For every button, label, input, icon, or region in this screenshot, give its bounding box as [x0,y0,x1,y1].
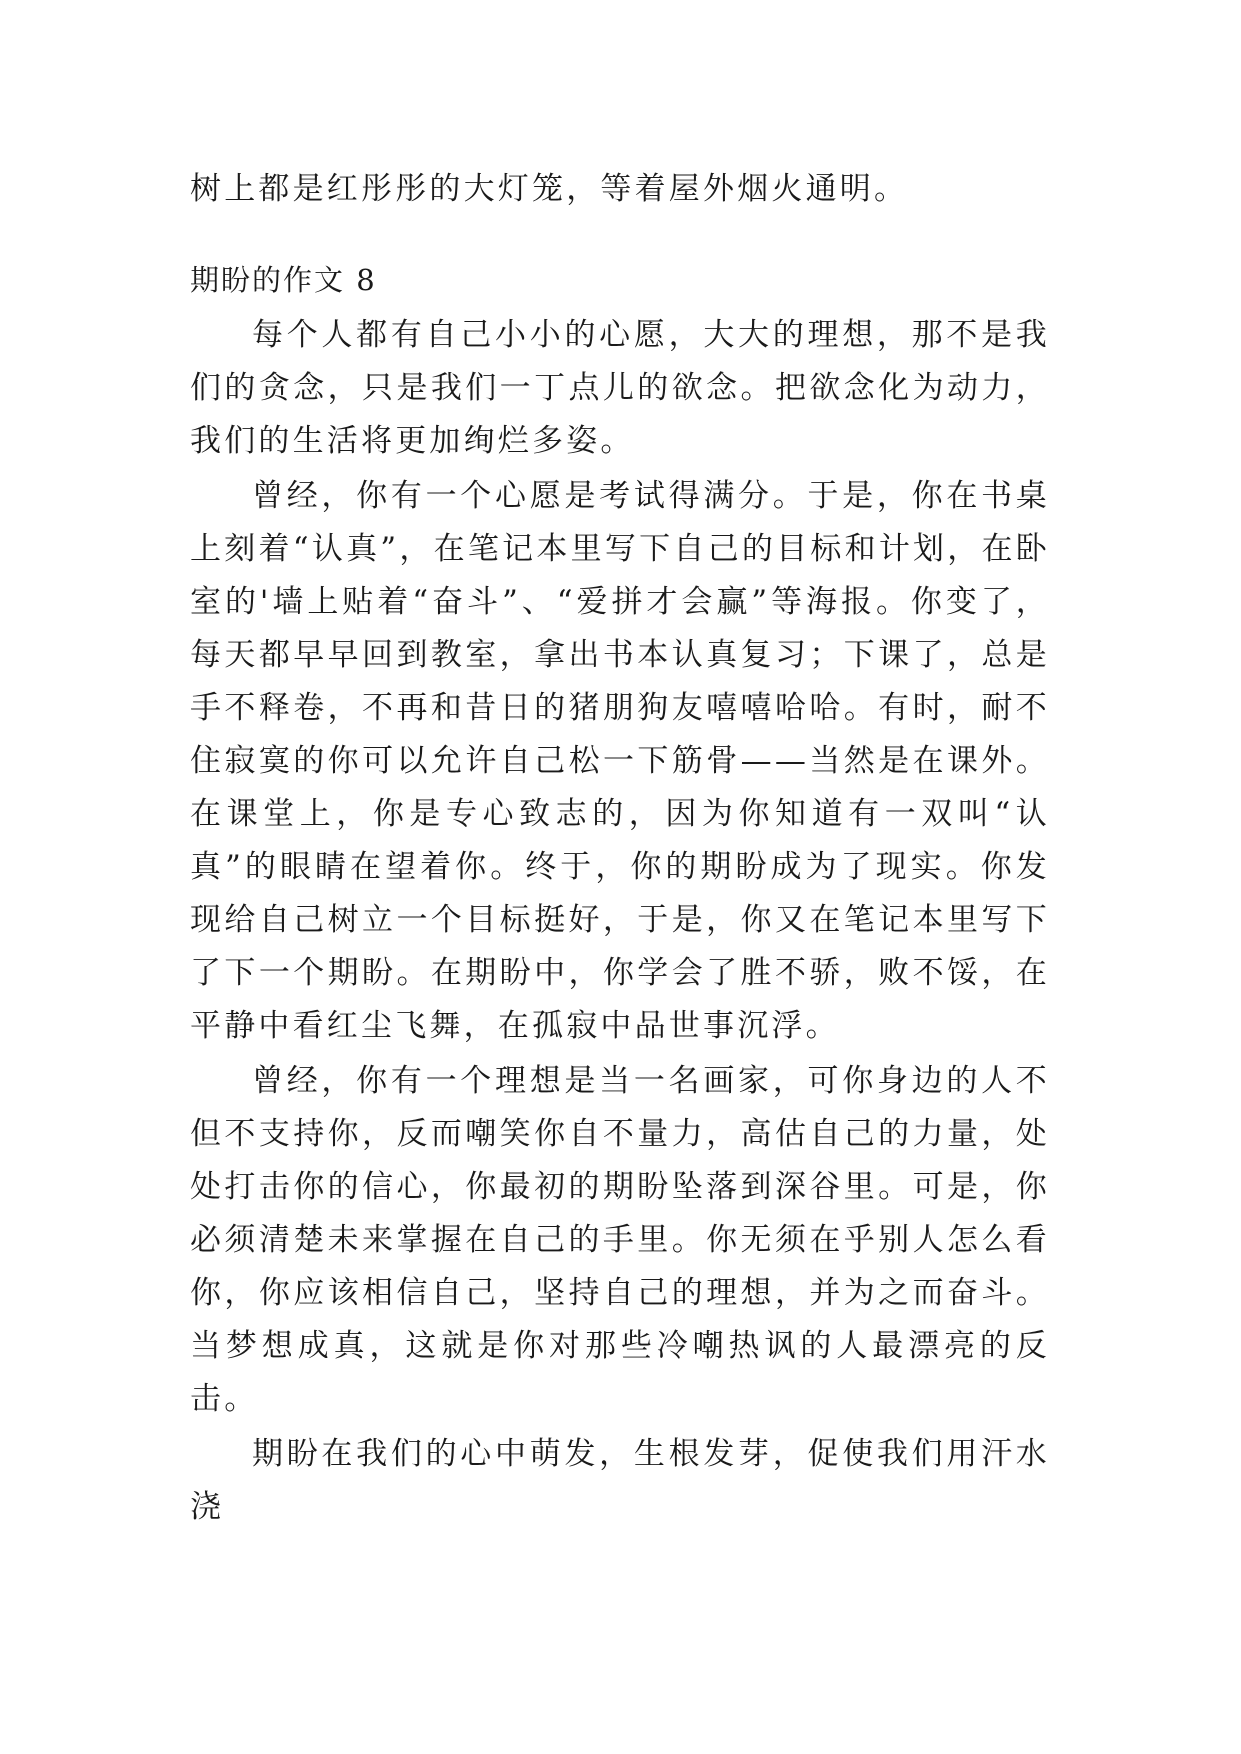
paragraph-4: 期盼在我们的心中萌发，生根发芽，促使我们用汗水浇 [190,1436,1050,1525]
document-page [190,163,1050,1534]
essay-heading: 期盼的作文 8 [190,263,377,297]
paragraph-1: 每个人都有自己小小的心愿，大大的理想，那不是我们的贪念，只是我们一丁点儿的欲念。把欲念化为动力，我们的生活将更加绚烂多姿。 [190,317,1050,459]
continuation-line: 树上都是红彤彤的大灯笼，等着屋外烟火通明。 [190,171,909,207]
paragraph-2: 曾经，你有一个心愿是考试得满分。于是，你在书桌上刻着“认真”，在笔记本里写下自己的目标和计划，在卧室的'墙上贴着“奋斗”、“爱拼才会赢”等海报。你变了，每天都早早回到教室，拿出书本认真复习；下课了，总是手不释卷，不再和昔日的猪朋狗友嘻嘻哈哈。有时，耐不住寂寞的你可以允许自己松一下筋骨——当然是在课外。在课堂上，你是专心致志的，因为你知道有一双叫“认真”的眼睛在望着你。终于，你的期盼成为了现实。你发现给自己树立一个目标挺好，于是，你又在笔记本里写下了下一个期盼。在期盼中，你学会了胜不骄，败不馁，在平静中看红尘飞舞，在孤寂中品世事沉浮。 [190,478,1050,1044]
paragraph-3: 曾经，你有一个理想是当一名画家，可你身边的人不但不支持你，反而嘲笑你自不量力，高估自己的力量，处处打击你的信心，你最初的期盼坠落到深谷里。可是，你必须清楚未来掌握在自己的手里。你无须在乎别人怎么看你，你应该相信自己，坚持自己的理想，并为之而奋斗。当梦想成真，这就是你对那些冷嘲热讽的人最漂亮的反击。 [190,1063,1050,1417]
